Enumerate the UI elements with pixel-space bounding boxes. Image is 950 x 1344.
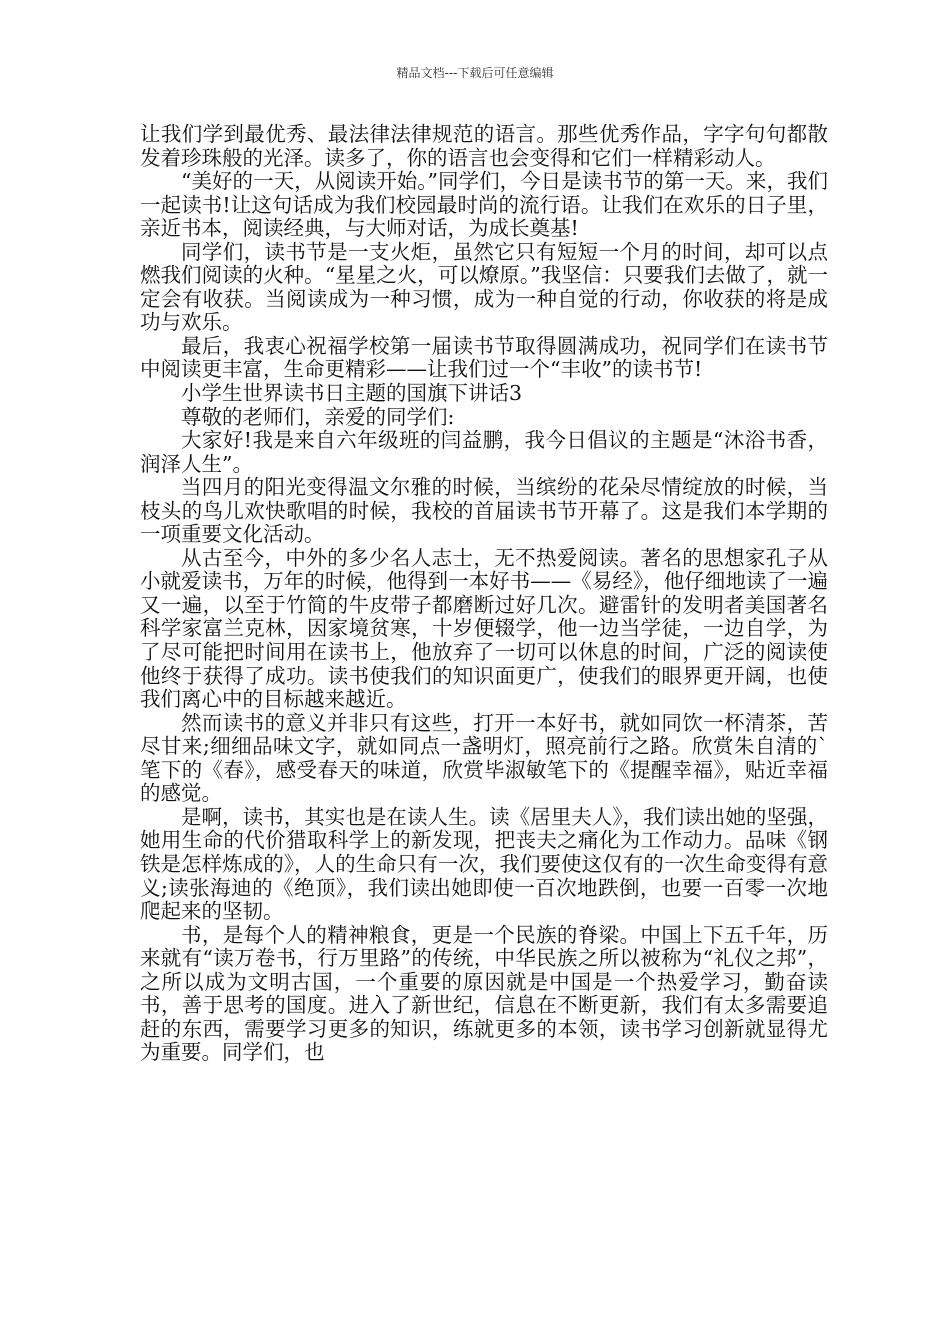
- paragraph: 从古至今，中外的多少名人志士，无不热爱阅读。著名的思想家孔子从小就爱读书，万年的时候，他得到一本好书——《易经》，他仔细地读了一遍又一遍，以至于竹简的牛皮带子都磨断过好几次。避雷针的发明者美国著名科学家富兰克林，因家境贫寒，十岁便辍学，他一边当学徒，一边自学，为了尽可能把时间用在读书上，他放弃了一切可以休息的时间，广泛的阅读使他终于获得了成功。读书使我们的知识面更广，使我们的眼界更开阔，也使我们离心中的目标越来越近。: [140, 545, 828, 712]
- paragraph: 然而读书的意义并非只有这些，打开一本好书，就如同饮一杯清茶，苦尽甘来;细细品味文字，就如同点一盏明灯，照亮前行之路。欣赏朱自清的`笔下的《春》，感受春天的味道，欣赏毕淑敏笔下的《提醒幸福》，贴近幸福的感觉。: [140, 710, 828, 806]
- paragraph: 书，是每个人的精神粮食，更是一个民族的脊梁。中国上下五千年，历来就有“读万卷书，行万里路”的传统，中华民族之所以被称为“礼仪之邦”，之所以成为文明古国，一个重要的原因就是中国是一个热爱学习，勤奋读书，善于思考的国度。进入了新世纪，信息在不断更新，我们有太多需要追赶的东西，需要学习更多的知识，练就更多的本领，读书学习创新就显得尤为重要。同学们，也: [140, 922, 828, 1065]
- paragraph: 尊敬的老师们，亲爱的同学们:: [181, 404, 455, 429]
- paragraph: 小学生世界读书日主题的国旗下讲话3: [181, 381, 523, 406]
- page-header: 精品文档---下载后可任意编辑: [396, 66, 554, 80]
- paragraph: 大家好!我是来自六年级班的闫益鹏，我今日倡议的主题是“沐浴书香，润泽人生”。: [140, 428, 828, 476]
- paragraph: 当四月的阳光变得温文尔雅的时候，当缤纷的花朵尽情绽放的时候，当枝头的鸟儿欢快歌唱的时候，我校的首届读书节开幕了。这是我们本学期的一项重要文化活动。: [140, 475, 828, 547]
- paragraph: 同学们，读书节是一支火炬，虽然它只有短短一个月的时间，却可以点燃我们阅读的火种。“星星之火，可以燎原。”我坚信：只要我们去做了，就一定会有收获。当阅读成为一种习惯，成为一种自觉的行动，你收获的将是成功与欢乐。: [140, 239, 828, 335]
- paragraph: “美好的一天，从阅读开始。”同学们，今日是读书节的第一天。来，我们一起读书!让这句话成为我们校园最时尚的流行语。让我们在欢乐的日子里，亲近书本，阅读经典，与大师对话，为成长奠基!: [140, 169, 828, 241]
- paragraph: 让我们学到最优秀、最法律法律规范的语言。那些优秀作品，字字句句都散发着珍珠般的光泽。读多了，你的语言也会变得和它们一样精彩动人。: [140, 122, 828, 170]
- document-body: [140, 123, 828, 1065]
- paragraph: 最后，我衷心祝福学校第一届读书节取得圆满成功，祝同学们在读书节中阅读更丰富，生命更精彩——让我们过一个“丰收”的读书节!: [140, 333, 828, 382]
- paragraph: 是啊，读书，其实也是在读人生。读《居里夫人》，我们读出她的坚强，她用生命的代价猎取科学上的新发现，把丧夫之痛化为工作动力。品味《钢铁是怎样炼成的》，人的生命只有一次，我们要使这仅有的一次生命变得有意义;读张海迪的《绝顶》，我们读出她即使一百次地跌倒，也要一百零一次地爬起来的坚韧。: [140, 804, 828, 924]
